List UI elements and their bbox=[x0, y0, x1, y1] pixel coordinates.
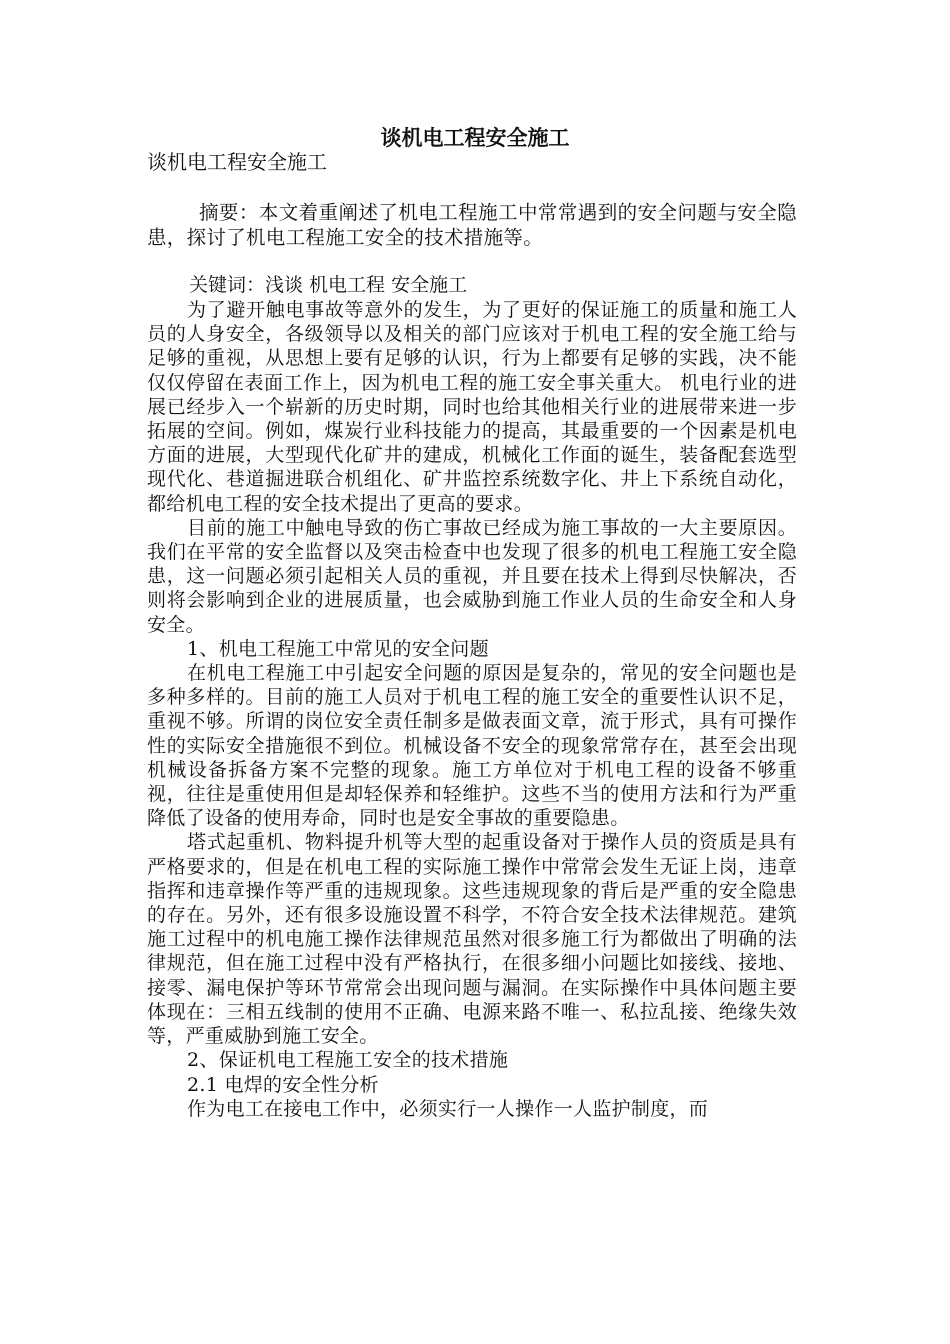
abstract-paragraph: 摘要：本文着重阐述了机电工程施工中常常遇到的安全问题与安全隐患，探讨了机电工程施工安全的技术措施等。 bbox=[147, 201, 797, 249]
paragraph: 作为电工在接电工作中，必须实行一人操作一人监护制度，而 bbox=[187, 1097, 709, 1120]
body-text bbox=[147, 298, 797, 1121]
paragraph: 为了避开触电事故等意外的发生，为了更好的保证施工的质量和施工人员的人身安全，各级领导以及相关的部门应该对于机电工程的安全施工给与足够的重视，从思想上要有足够的认识，行为上都要有足够的实践，决不能仅仅停留在表面工作上，因为机电工程的施工安全事关重大。 机电行业的进展已经步入一个崭新的历史时期，同时也给其他相关行业的进展带来进一步拓展的空间。例如，煤炭行业科技能力的提高，其最重要的一个因素是机电方面的进展，大型现代化矿井的建成，机械化工作面的诞生，装备配套选型现代化、巷道掘进联合机组化、矿井监控系统数字化、井上下系统自动化，都给机电工程的安全技术提出了更高的要求。 bbox=[147, 299, 797, 515]
paragraph: 塔式起重机、物料提升机等大型的起重设备对于操作人员的资质是具有严格要求的，但是在机电工程的实际施工操作中常常会发生无证上岗，违章指挥和违章操作等严重的违规现象。这些违规现象的背后是严重的安全隐患的存在。另外，还有很多设施设置不科学，不符合安全技术法律规范。建筑施工过程中的机电施工操作法律规范虽然对很多施工行为都做出了明确的法律规范，但在施工过程中没有严格执行，在很多细小问题比如接线、接地、接零、漏电保护等环节常常会出现问题与漏洞。在实际操作中具体问题主要体现在：三相五线制的使用不正确、电源来路不唯一、私拉乱接、绝缘失效等，严重威胁到施工安全。 bbox=[147, 831, 797, 1048]
keywords-line: 关键词：浅谈 机电工程 安全施工 bbox=[189, 274, 468, 296]
paragraph: 目前的施工中触电导致的伤亡事故已经成为施工事故的一大主要原因。我们在平常的安全监督以及突击检查中也发现了很多的机电工程施工安全隐患，这一问题必须引起相关人员的重视，并且要在技术上得到尽快解决，否则将会影响到企业的进展质量，也会威胁到施工作业人员的生命安全和人身安全。 bbox=[147, 516, 797, 636]
abstract-block bbox=[147, 200, 797, 250]
paragraph: 在机电工程施工中引起安全问题的原因是复杂的，常见的安全问题也是多种多样的。目前的施工人员对于机电工程的施工安全的重要性认识不足，重视不够。所谓的岗位安全责任制多是做表面文章，流于形式，具有可操作性的实际安全措施很不到位。机械设备不安全的现象常常存在，甚至会出现机械设备拆备方案不完整的现象。施工方单位对于机电工程的设备不够重视，往往是重使用但是却轻保养和轻维护。这些不当的使用方法和行为严重降低了设备的使用寿命，同时也是安全事故的重要隐患。 bbox=[147, 662, 797, 830]
subsection-heading: 2.1 电焊的安全性分析 bbox=[187, 1073, 379, 1096]
section-heading: 2、保证机电工程施工安全的技术措施 bbox=[187, 1049, 509, 1072]
section-heading: 1、机电工程施工中常见的安全问题 bbox=[187, 637, 489, 660]
document-title: 谈机电工程安全施工 bbox=[380, 125, 570, 150]
document-subtitle: 谈机电工程安全施工 bbox=[147, 150, 327, 174]
